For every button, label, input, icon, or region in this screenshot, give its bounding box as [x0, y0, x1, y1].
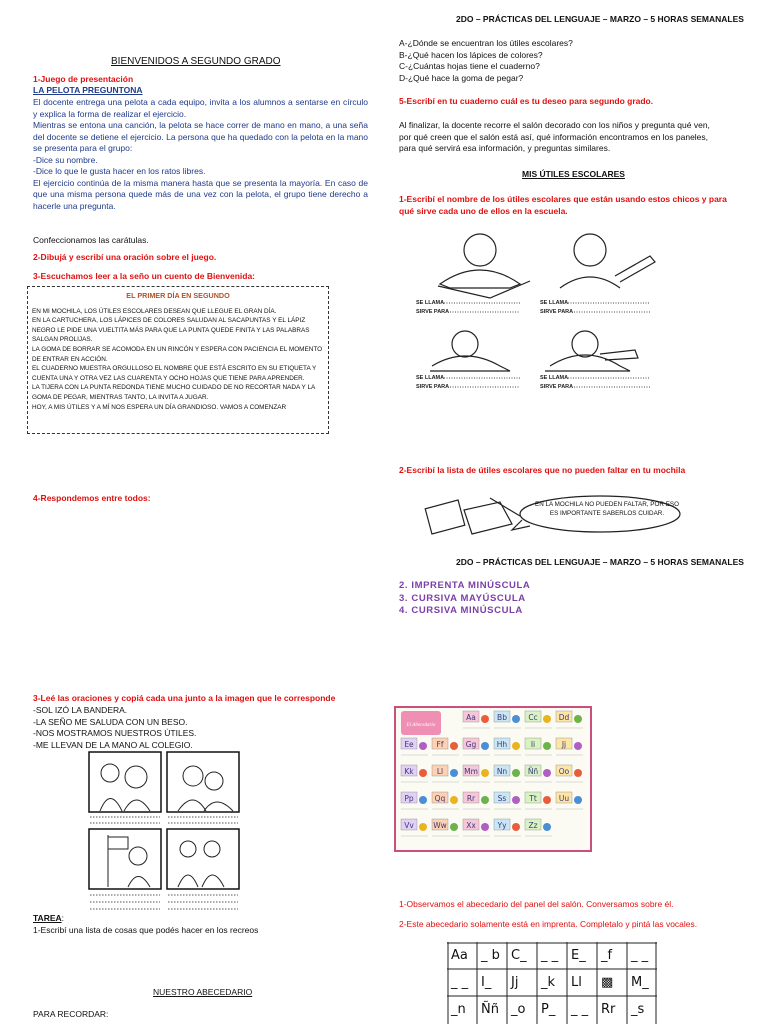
sentence: -NOS MOSTRAMOS NUESTROS ÚTILES. — [33, 728, 197, 738]
poster-picture-icon — [419, 823, 427, 831]
poster-letter: Kk — [404, 767, 414, 776]
mis-utiles-item1: 1-Escribí el nombre de los útiles escolares que están usando estos chicos y para qué sirve cada uno de ellos en la escuela. — [399, 194, 727, 216]
poster-picture-icon — [450, 742, 458, 750]
page-title: BIENVENIDOS A SEGUNDO GRADO — [111, 56, 281, 67]
label-sirve-para: SIRVE PARA — [540, 309, 574, 315]
poster-picture-icon — [543, 715, 551, 723]
letter-cell: C_ — [511, 948, 527, 963]
obs-item1: 1-Observamos el abecedario del panel del salón. Conversamos sobre él. — [399, 899, 674, 909]
poster-picture-icon — [481, 742, 489, 750]
letter-cell: P_ — [541, 1002, 556, 1017]
tarea-block: TAREA: — [33, 913, 65, 923]
poster-letter: Nn — [496, 767, 508, 776]
poster-letter: Aa — [466, 713, 476, 722]
poster-letter: Qq — [434, 794, 446, 803]
poster-letter: Gg — [465, 740, 477, 749]
tarea-text: 1-Escribí una lista de cosas que podés hacer en los recreos — [33, 925, 259, 935]
poster-picture-icon — [450, 769, 458, 777]
poster-picture-icon — [574, 796, 582, 804]
letter-cell: _k — [541, 975, 556, 990]
sentence: -ME LLEVAN DE LA MANO AL COLEGIO. — [33, 739, 193, 750]
letter-cell: _n — [451, 1002, 466, 1017]
poster-picture-icon — [543, 769, 551, 777]
poster-letter: Pp — [404, 794, 414, 803]
mis-utiles-item2: 2-Escribí la lista de útiles escolares que no pueden faltar en tu mochila — [399, 465, 686, 475]
para-recordar: PARA RECORDAR: — [33, 1009, 109, 1019]
sentence-list — [33, 705, 196, 751]
mochila-illustration — [420, 490, 685, 542]
final-paragraph: Al finalizar, la docente recorre el salón decorado con los niños y pregunta qué ven, por qué creen que el salón está así, qué información encontramos en los paneles, para qué servirá esa información, y preguntas similares. — [399, 120, 710, 153]
letter-cell: E_ — [571, 948, 586, 963]
poster-picture-icon — [450, 823, 458, 831]
poster-picture-icon — [419, 769, 427, 777]
label-se-llama: SE LLAMA — [540, 375, 569, 381]
poster-letter: Jj — [561, 740, 567, 749]
alphabet-completion-table — [447, 942, 657, 1024]
paragraph: -Dice su nombre. — [33, 154, 98, 165]
letter-cell: _ b — [481, 948, 500, 963]
letter-cell: _f — [601, 948, 613, 963]
label-se-llama: SE LLAMA — [540, 300, 569, 306]
paragraph: -Dice lo que le gusta hacer en los ratos libres. — [33, 166, 206, 176]
course-header-top: 2DO – PRÁCTICAS DEL LENGUAJE – MARZO – 5 HORAS SEMANALES — [456, 14, 744, 24]
item1-subheading: LA PELOTA PREGUNTONA — [33, 85, 143, 95]
style-item: 2. IMPRENTA MINÚSCULA — [399, 580, 531, 591]
poster-title: El Abecedario — [406, 723, 436, 728]
poster-letter: Xx — [466, 821, 476, 830]
item3-text: 3-Escuchamos leer a la seño un cuento de Bienvenida: — [33, 271, 256, 281]
poster-letter: Bb — [497, 713, 507, 722]
letter-cell: _o — [511, 1002, 526, 1017]
question: D-¿Qué hace la goma de pegar? — [399, 72, 524, 83]
caratulas-text: Confeccionamos las carátulas. — [33, 235, 149, 245]
handwriting-style-list — [399, 580, 530, 618]
story-line: EL CUADERNO MUESTRA ORGULLOSO EL NOMBRE QUE ESTÁ ESCRITO EN SU ETIQUETA Y CUENTA UNA Y OTRA VEZ LAS CUARENTA Y OCHO HOJAS QUE TIENE PARA APRENDER. — [32, 365, 317, 382]
poster-letter: Ss — [497, 794, 507, 803]
item5-text: 5-Escribí en tu cuaderno cuál es tu deseo para segundo grado. — [399, 96, 654, 106]
label-sirve-para: SIRVE PARA — [416, 309, 450, 315]
abecedario-title: NUESTRO ABECEDARIO — [153, 987, 253, 997]
letter-cell: M_ — [631, 975, 649, 990]
poster-picture-icon — [512, 769, 520, 777]
poster-letter: Oo — [558, 767, 570, 776]
poster-letter: Hh — [496, 740, 508, 749]
alphabet-poster-graphic — [393, 705, 593, 853]
poster-picture-icon — [450, 796, 458, 804]
letter-cell: _ _ — [541, 948, 559, 963]
sentences-illustration — [88, 751, 240, 916]
poster-letter: Cc — [528, 713, 538, 722]
poster-letter: Ll — [436, 767, 444, 776]
poster-picture-icon — [543, 823, 551, 831]
item3b-text: 3-Leé las oraciones y copiá cada una junto a la imagen que le corresponde — [33, 693, 336, 703]
letter-cell: _ _ — [571, 1002, 589, 1017]
letter-cell: Aa — [451, 948, 468, 963]
style-item: 3. CURSIVA MAYÚSCULA — [399, 592, 526, 604]
label-sirve-para: SIRVE PARA — [540, 384, 574, 390]
game-description — [33, 97, 368, 212]
paragraph: Mientras se entona una canción, la pelota se hace correr de mano en mano, a una seña del docente se detiene el ejercicio. La persona que ha quedado con la pelota en la mano se presenta para el grupo: — [33, 120, 368, 153]
label-se-llama: SE LLAMA — [416, 300, 445, 306]
poster-picture-icon — [419, 796, 427, 804]
poster-letter: Ff — [436, 740, 444, 749]
poster-picture-icon — [512, 742, 520, 750]
course-header-bottom: 2DO – PRÁCTICAS DEL LENGUAJE – MARZO – 5 HORAS SEMANALES — [456, 557, 744, 567]
item2-text: 2-Dibujá y escribí una oración sobre el juego. — [33, 252, 217, 262]
poster-letter: Yy — [497, 821, 507, 830]
letter-cell: Jj — [511, 975, 519, 990]
school-supplies-worksheet — [410, 226, 685, 396]
paragraph: El ejercicio continúa de la misma manera hasta que se presenta la mayoría. En caso de que una misma persona quede más de una vez con la pelota, el grupo tiene derecho a hacerle una pregunta. — [33, 177, 368, 211]
poster-picture-icon — [543, 742, 551, 750]
letter-cell: _ _ — [631, 948, 649, 963]
story-line: EN MI MOCHILA, LOS ÚTILES ESCOLARES DESEAN QUE LLEGUE EL GRAN DÍA. — [32, 307, 277, 315]
label-se-llama: SE LLAMA — [416, 375, 445, 381]
poster-picture-icon — [481, 796, 489, 804]
story-line: LA GOMA DE BORRAR SE ACOMODA EN UN RINCÓN Y ESPERA CON PACIENCIA EL MOMENTO DE ENTRAR EN ACCIÓN. — [32, 345, 323, 363]
poster-letter: Uu — [558, 794, 570, 803]
paragraph: El docente entrega una pelota a cada equipo, invita a los alumnos a sentarse en círculo y explica la forma de realizar el ejercicio. — [33, 97, 368, 119]
poster-picture-icon — [543, 796, 551, 804]
poster-letter: Mm — [464, 767, 478, 776]
question-list — [399, 38, 573, 84]
poster-picture-icon — [481, 715, 489, 723]
poster-picture-icon — [574, 742, 582, 750]
mis-utiles-title: MIS ÚTILES ESCOLARES — [522, 169, 625, 179]
poster-picture-icon — [512, 823, 520, 831]
poster-picture-icon — [481, 823, 489, 831]
alphabet-poster — [393, 705, 593, 853]
item4-text: 4-Respondemos entre todos: — [33, 493, 151, 503]
poster-letter: Tt — [529, 794, 537, 803]
question: B-¿Qué hacen los lápices de colores? — [399, 49, 543, 60]
story-line: EN LA CARTUCHERA, LOS LÁPICES DE COLORES SALUDAN AL SACAPUNTAS Y EL LÁPIZ NEGRO LE PIDE UNA VUELTITA MÁS PARA QUE LA PUNTA QUEDE FINITA Y LAS PALABRAS SALGAN PROLIJAS. — [32, 317, 310, 344]
question: A-¿Dónde se encuentran los útiles escolares? — [399, 38, 573, 48]
letter-cell: Rr — [601, 1002, 616, 1017]
poster-letter: Ii — [530, 740, 536, 749]
poster-letter: Dd — [558, 713, 570, 722]
poster-picture-icon — [574, 715, 582, 723]
poster-picture-icon — [419, 742, 427, 750]
item1-heading: 1-Juego de presentación — [33, 74, 134, 84]
poster-letter: Rr — [466, 794, 476, 803]
poster-picture-icon — [512, 796, 520, 804]
obs-item2: 2-Este abecedario solamente está en imprenta. Completalo y pintá las vocales. — [399, 919, 698, 929]
letter-cell: Ññ — [481, 1002, 499, 1017]
poster-letter: Zz — [528, 821, 538, 830]
style-item: 4. CURSIVA MINÚSCULA — [399, 605, 523, 616]
poster-picture-icon — [512, 715, 520, 723]
story-line: LA TIJERA CON LA PUNTA REDONDA TIENE MUCHO CUIDADO DE NO RECORTAR NADA Y LA GOMA DE PEGAR, MIENTRAS TANTO, LA INVITA A JUGAR. — [32, 384, 315, 401]
poster-picture-icon — [574, 769, 582, 777]
tarea-label: TAREA — [33, 913, 62, 923]
letter-cell: Ll — [571, 975, 582, 990]
poster-letter: Ññ — [527, 767, 539, 776]
poster-letter: Ww — [433, 821, 447, 830]
sentence: -LA SEÑO ME SALUDA CON UN BESO. — [33, 716, 188, 727]
poster-letter: Vv — [404, 821, 414, 830]
label-sirve-para: SIRVE PARA — [416, 384, 450, 390]
letter-cell: I_ — [481, 975, 492, 990]
poster-letter: Ee — [404, 740, 414, 749]
story-title: EL PRIMER DÍA EN SEGUNDO — [126, 291, 230, 300]
sentence: -SOL IZÓ LA BANDERA. — [33, 705, 128, 715]
mochila-bubble-text: EN LA MOCHILA NO PUEDEN FALTAR, POR ESO ES IMPORTANTE SABERLOS CUIDAR. — [535, 501, 679, 517]
question: C-¿Cuántas hojas tiene el cuaderno? — [399, 61, 540, 71]
letter-cell: ▩ — [601, 975, 614, 990]
story-line: HOY, A MIS ÚTILES Y A MÍ NOS ESPERA UN DÍA GRANDIOSO. VAMOS A COMENZAR — [32, 403, 287, 411]
letter-cell: _ _ — [451, 975, 469, 990]
letter-cell: _s — [631, 1002, 645, 1017]
story-box — [27, 286, 329, 434]
poster-picture-icon — [481, 769, 489, 777]
